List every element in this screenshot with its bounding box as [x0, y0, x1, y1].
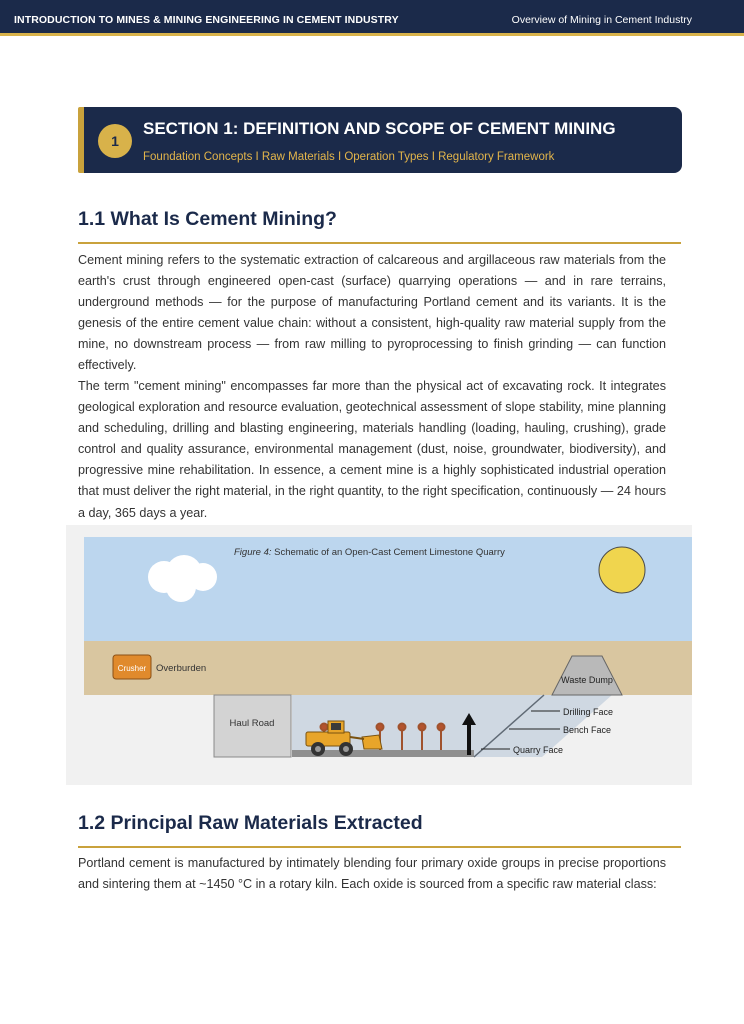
heading-1-2: 1.2 Principal Raw Materials Extracted: [78, 812, 423, 834]
paragraph-1-1-b: The term "cement mining" encompasses far more than the physical act of excavating rock. It integrates geological exploration and resource evaluation, geotechnical assessment of slope stability, mine planning and scheduling, drilling and blasting engineering, materials handling (loading, hauling, crushing), grade control and quality assurance, environmental management (dust, noise, groundwater, biodiversity), and progressive mine rehabilitation. In essence, a cement mine is a highly sophisticated industrial operation that must deliver the right material, in the right quantity, to the right specification, continuously — 24 hours a day, 365 days a year.: [78, 379, 666, 520]
haul-road-label: Haul Road: [229, 718, 275, 729]
section-number-badge: 1: [98, 124, 132, 158]
bench-face-label: Bench Face: [563, 725, 612, 735]
paragraph-1-2-a: Portland cement is manufactured by intimately blending four primary oxide groups in precise proportions and sintering them at ~1450 °C in a rotary kiln. Each oxide is sourced from a specific raw material class:: [78, 856, 666, 892]
overburden-label: Overburden: [156, 663, 207, 674]
heading-rule: [78, 846, 681, 848]
quarry-schematic-svg: [66, 525, 692, 785]
drilling-face-label: Drilling Face: [563, 707, 614, 717]
quarry-face-label: Quarry Face: [513, 745, 564, 755]
crusher-label: Crusher: [117, 664, 147, 673]
quarry-schematic-figure: [66, 525, 692, 785]
heading-rule: [78, 242, 681, 244]
sun-icon: [599, 547, 645, 593]
section-banner: [78, 107, 682, 173]
paragraph-1-1-a: Cement mining refers to the systematic extraction of calcareous and argillaceous raw materials from the earth's crust through engineered open-cast (surface) quarrying operations — and in rare terrains, underground methods — for the purpose of manufacturing Portland cement and its variants. It is the genesis of the entire cement value chain: without a consistent, high-quality raw material supply from the mine, no downstream process — from raw milling to pyroprocessing to finish grinding — can function effectively.: [78, 253, 666, 373]
figure-caption-prefix: Figure 4:: [234, 547, 272, 558]
section-subtitle: Foundation Concepts I Raw Materials I Operation Types I Regulatory Framework: [143, 151, 555, 163]
section-title: SECTION 1: DEFINITION AND SCOPE OF CEMENT MINING: [143, 119, 616, 138]
header-chapter-title: Overview of Mining in Cement Industry: [511, 14, 692, 26]
heading-1-1: 1.1 What Is Cement Mining?: [78, 208, 337, 230]
figure-caption-text: Schematic of an Open-Cast Cement Limestone Quarry: [271, 547, 505, 558]
waste-dump-label: Waste Dump: [561, 675, 613, 685]
running-header: [0, 0, 744, 36]
header-book-title: INTRODUCTION TO MINES & MINING ENGINEERING IN CEMENT INDUSTRY: [14, 14, 399, 26]
figure-caption: [234, 547, 505, 558]
